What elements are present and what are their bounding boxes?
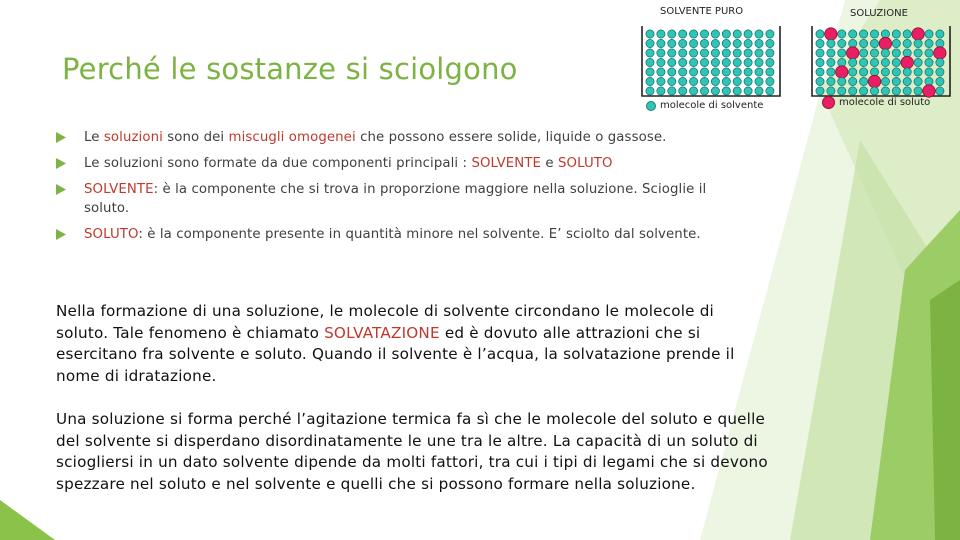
solvent-molecule	[646, 87, 654, 95]
solvent-molecule	[700, 30, 708, 38]
solvent-molecule	[903, 77, 911, 85]
solute-molecule	[836, 66, 848, 78]
solvent-molecule	[860, 39, 868, 47]
paragraph-formazione-soluzione: Una soluzione si forma perché l’agitazione termica fa sì che le molecole del soluto e quelle del solvente si disperdano disordinatamente le une tra le altre. La capacità di un soluto di sciogliersi in un dato solvente dipende da molti fattori, tra cui i tipi di legami che si devono spezzare nel soluto e nel solvente e quelli che si possono formare nella soluzione.	[56, 410, 768, 493]
solvent-molecule	[755, 49, 763, 57]
solute-molecule	[847, 47, 859, 59]
paragraph-solvatazione	[56, 301, 771, 387]
bullet-text: : è la componente che si trova in proporzione maggiore nella soluzione. Scioglie il soluto.	[84, 182, 707, 216]
solvent-molecule	[733, 77, 741, 85]
legend-solvent-label: molecole di solvente	[660, 100, 764, 111]
solvent-molecule	[914, 39, 922, 47]
solvent-molecule	[646, 58, 654, 66]
solvent-molecule	[892, 58, 900, 66]
solvent-molecule	[860, 87, 868, 95]
solvent-molecule	[711, 30, 719, 38]
solute-dot-icon	[822, 96, 835, 109]
solvent-molecule	[827, 77, 835, 85]
solvent-molecule	[914, 87, 922, 95]
solvent-molecule	[646, 77, 654, 85]
keyword-soluzioni: soluzioni	[103, 130, 163, 145]
solvent-molecule	[860, 30, 868, 38]
keyword-miscugli-omogenei: miscugli omogenei	[228, 130, 356, 145]
solute-molecule	[934, 47, 946, 59]
solvent-molecule	[722, 49, 730, 57]
solvent-molecule	[925, 77, 933, 85]
solvent-molecule	[838, 87, 846, 95]
solvent-molecule	[646, 49, 654, 57]
solvent-molecule	[838, 77, 846, 85]
solvent-molecule	[657, 87, 665, 95]
solvent-molecule	[657, 58, 665, 66]
keyword-solvatazione: SOLVATAZIONE	[324, 323, 440, 342]
solvent-molecule	[881, 77, 889, 85]
solvent-molecule	[925, 68, 933, 76]
solvent-molecule	[690, 30, 698, 38]
bullet-item	[56, 128, 746, 147]
solvent-molecule	[849, 58, 857, 66]
solvent-molecule	[722, 87, 730, 95]
solvent-molecule	[892, 77, 900, 85]
keyword-solvente: SOLVENTE	[84, 182, 154, 197]
solvent-molecule	[700, 39, 708, 47]
keyword-soluto: SOLUTO	[84, 227, 139, 242]
solute-molecule	[868, 75, 880, 87]
solvent-molecule	[903, 87, 911, 95]
diagram-solution	[806, 4, 956, 114]
solvent-molecule	[827, 68, 835, 76]
solvent-molecule	[668, 39, 676, 47]
solvent-molecule	[936, 68, 944, 76]
solvent-molecule	[881, 58, 889, 66]
solvent-molecule	[936, 87, 944, 95]
solvent-molecule	[870, 30, 878, 38]
solvent-molecule	[711, 68, 719, 76]
diagram-title-solution: SOLUZIONE	[850, 8, 908, 19]
solvent-molecule	[881, 30, 889, 38]
solvent-molecule	[925, 30, 933, 38]
solvent-molecule	[816, 49, 824, 57]
solvent-molecule	[733, 30, 741, 38]
solvent-molecule	[903, 68, 911, 76]
solvent-molecule	[903, 49, 911, 57]
solvent-molecule	[925, 39, 933, 47]
solvent-molecule	[722, 58, 730, 66]
solvent-molecule	[668, 87, 676, 95]
solvent-molecule	[668, 49, 676, 57]
solvent-molecule	[870, 68, 878, 76]
bullet-text: Le	[84, 130, 104, 145]
solvent-molecule	[711, 58, 719, 66]
solvent-molecule	[690, 49, 698, 57]
solvent-molecule	[914, 68, 922, 76]
solvent-molecule	[827, 39, 835, 47]
solvent-molecule	[679, 68, 687, 76]
slide-title: Perché le sostanze si sciolgono	[62, 52, 518, 86]
keyword-soluto: SOLUTO	[558, 156, 613, 171]
solvent-molecule	[903, 39, 911, 47]
solvent-molecule	[690, 77, 698, 85]
solvent-molecule	[733, 49, 741, 57]
solvent-molecule	[816, 30, 824, 38]
solvent-molecule	[733, 87, 741, 95]
solvent-molecule	[838, 58, 846, 66]
solvent-molecule	[744, 77, 752, 85]
solvent-molecule	[766, 49, 774, 57]
solvent-molecule	[827, 87, 835, 95]
solvent-molecule	[690, 58, 698, 66]
solvent-molecule	[849, 39, 857, 47]
solvent-molecule	[744, 68, 752, 76]
bullet-list	[56, 128, 746, 251]
solvent-molecule	[755, 30, 763, 38]
bullet-text: : è la componente presente in quantità minore nel solvente. E’ sciolto dal solvente.	[138, 227, 701, 242]
solvent-molecule	[816, 39, 824, 47]
solvent-molecule	[679, 77, 687, 85]
solvent-molecule	[657, 49, 665, 57]
solvent-molecule	[914, 49, 922, 57]
solvent-molecule	[816, 58, 824, 66]
diagram-pure-solvent	[636, 4, 786, 114]
solvent-molecule	[892, 30, 900, 38]
solvent-molecule	[860, 58, 868, 66]
solvent-molecule	[733, 58, 741, 66]
solvent-molecule	[816, 87, 824, 95]
solute-molecule	[901, 56, 913, 68]
solvent-molecule	[700, 77, 708, 85]
solvent-molecule	[849, 77, 857, 85]
solute-molecule	[912, 28, 924, 40]
solvent-molecule	[816, 77, 824, 85]
solvent-molecule	[679, 87, 687, 95]
solvent-molecule	[755, 77, 763, 85]
solvent-molecule	[892, 39, 900, 47]
legend-solute-label: molecole di soluto	[839, 97, 931, 108]
solvent-molecule	[860, 77, 868, 85]
solvent-molecule	[657, 68, 665, 76]
paragraph-text: Nella formazione di una soluzione, le molecole di solvente circondano le molecole di soluto. Tale fenomeno è chiamato	[56, 302, 714, 342]
solvent-molecule	[744, 49, 752, 57]
solvent-molecule	[668, 30, 676, 38]
solvent-dot-icon	[646, 101, 656, 111]
solvent-molecule	[892, 68, 900, 76]
solvent-molecule	[711, 39, 719, 47]
solvent-molecule	[679, 49, 687, 57]
bullet-item	[56, 180, 746, 218]
solvent-molecule	[744, 30, 752, 38]
solvent-molecule	[881, 68, 889, 76]
solvent-molecule	[700, 87, 708, 95]
arrow-bullet-icon	[56, 229, 66, 240]
bullet-text: Le soluzioni sono formate da due componenti principali :	[84, 156, 472, 171]
solvent-molecule	[816, 68, 824, 76]
solvent-molecule	[870, 58, 878, 66]
arrow-bullet-icon	[56, 158, 66, 169]
bullet-text: sono dei	[162, 130, 229, 145]
arrow-bullet-icon	[56, 132, 66, 143]
solvent-molecule	[838, 30, 846, 38]
solvent-molecule	[914, 77, 922, 85]
solvent-molecule	[838, 49, 846, 57]
solvent-molecule	[657, 39, 665, 47]
solvent-molecule	[690, 87, 698, 95]
legend-solute	[822, 96, 930, 109]
solvent-molecule	[860, 68, 868, 76]
solvent-molecule	[711, 87, 719, 95]
solvent-molecule	[870, 87, 878, 95]
solvent-molecule	[690, 39, 698, 47]
beaker-pure-solvent	[636, 22, 786, 102]
bullet-text: e	[541, 156, 558, 171]
solvent-molecule	[733, 39, 741, 47]
solvent-molecule	[838, 39, 846, 47]
solvent-molecule	[668, 58, 676, 66]
solvent-molecule	[914, 58, 922, 66]
keyword-solvente: SOLVENTE	[471, 156, 542, 171]
solvent-molecule	[646, 39, 654, 47]
solvent-molecule	[892, 87, 900, 95]
beaker-solution	[806, 22, 956, 102]
solvent-molecule	[646, 68, 654, 76]
solvent-molecule	[646, 30, 654, 38]
solvent-molecule	[766, 39, 774, 47]
legend-solvent	[646, 100, 763, 111]
solvent-molecule	[744, 39, 752, 47]
solvent-molecule	[657, 30, 665, 38]
solute-molecule	[825, 28, 837, 40]
solvent-molecule	[936, 30, 944, 38]
solvent-molecule	[722, 30, 730, 38]
solvent-molecule	[700, 49, 708, 57]
solvent-molecule	[755, 87, 763, 95]
solvent-molecule	[722, 77, 730, 85]
solvent-molecule	[936, 58, 944, 66]
solvent-molecule	[881, 49, 889, 57]
solvent-molecule	[925, 49, 933, 57]
solvent-molecule	[827, 58, 835, 66]
solvent-molecule	[679, 39, 687, 47]
bullet-item	[56, 225, 746, 244]
solvent-molecule	[766, 68, 774, 76]
solvent-molecule	[755, 39, 763, 47]
solvent-molecule	[668, 77, 676, 85]
solvent-molecule	[690, 68, 698, 76]
arrow-bullet-icon	[56, 184, 66, 195]
solvent-molecule	[849, 68, 857, 76]
solvent-molecule	[936, 39, 944, 47]
solvent-molecule	[711, 77, 719, 85]
bullet-item	[56, 154, 746, 173]
solvent-molecule	[755, 58, 763, 66]
solvent-molecule	[657, 77, 665, 85]
solvent-molecule	[766, 30, 774, 38]
solvent-molecule	[722, 39, 730, 47]
solvent-molecule	[849, 30, 857, 38]
solvent-molecule	[925, 58, 933, 66]
solvent-molecule	[766, 87, 774, 95]
solvent-molecule	[881, 87, 889, 95]
solvent-molecule	[733, 68, 741, 76]
solvent-molecule	[668, 68, 676, 76]
solvent-molecule	[722, 68, 730, 76]
solvent-molecule	[700, 58, 708, 66]
solvent-molecule	[711, 49, 719, 57]
solvent-molecule	[679, 30, 687, 38]
solvent-molecule	[903, 30, 911, 38]
bullet-text: che possono essere solide, liquide o gassose.	[355, 130, 667, 145]
solvent-molecule	[766, 58, 774, 66]
paragraph-text: ed è dovuto alle attrazioni che si esercitano fra solvente e soluto. Quando il solvente è l’acqua, la solvatazione prende il nome di idratazione.	[56, 323, 735, 385]
solvent-molecule	[870, 39, 878, 47]
solvent-molecule	[936, 77, 944, 85]
solvent-molecule	[860, 49, 868, 57]
solvent-molecule	[827, 49, 835, 57]
solvent-molecule	[849, 87, 857, 95]
solvent-molecule	[755, 68, 763, 76]
solvent-molecule	[766, 77, 774, 85]
solvent-molecule	[870, 49, 878, 57]
diagram-title-solvent: SOLVENTE PURO	[660, 6, 744, 17]
solvent-molecule	[700, 68, 708, 76]
solvent-molecule	[679, 58, 687, 66]
solvent-molecule	[744, 58, 752, 66]
solvent-molecule	[892, 49, 900, 57]
solute-molecule	[879, 37, 891, 49]
solvent-molecule	[744, 87, 752, 95]
